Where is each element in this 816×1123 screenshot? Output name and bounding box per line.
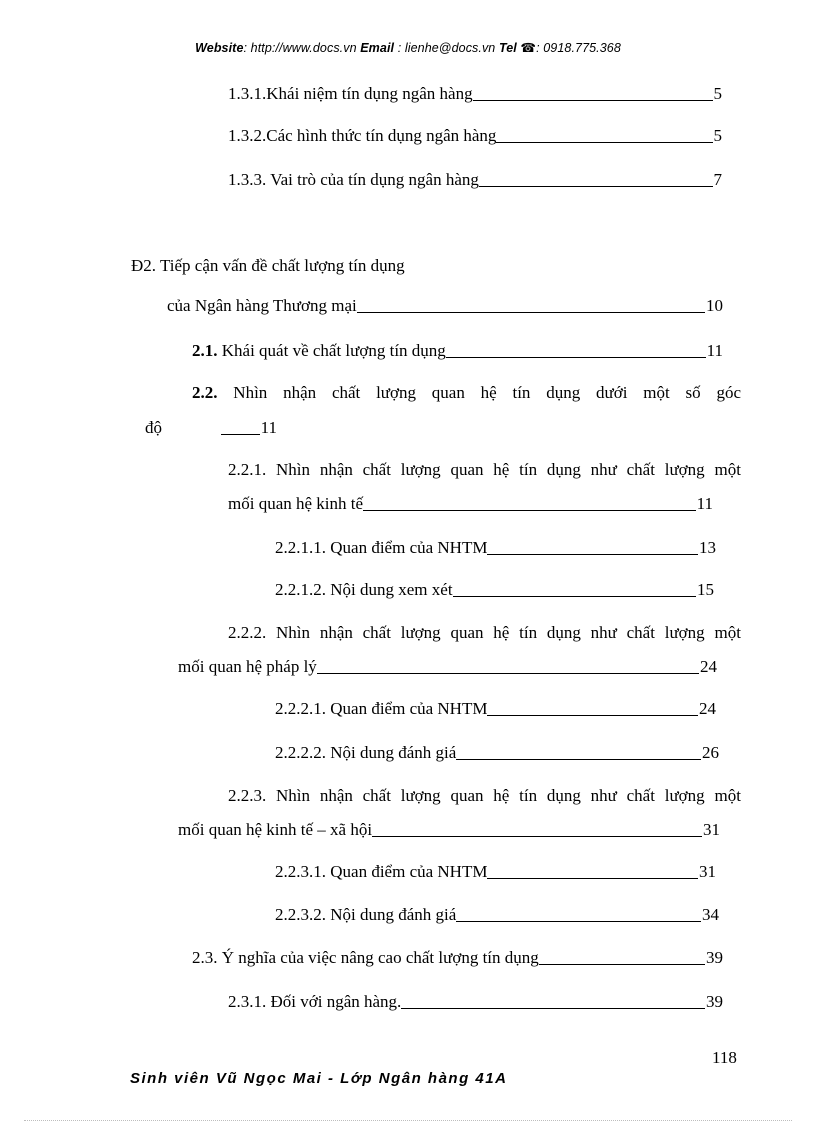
toc-entry [178,655,717,679]
toc-entry-page: 39 [706,992,723,1011]
toc-entry-page: 15 [697,580,714,599]
toc-word: dụng [546,623,581,642]
toc-entry-title: của Ngân hàng Thương mại [167,296,357,315]
toc-word: lượng [664,623,705,642]
toc-word: chất [626,623,655,642]
toc-entry-page: 31 [699,862,716,881]
toc-entry-title: 2.3.1. Đối với ngân hàng. [228,992,402,1011]
toc-entry-page: 11 [260,418,277,437]
toc-word: nhận [283,383,317,402]
toc-entry-title: mối quan hệ pháp lý [178,657,317,676]
toc-leader [446,357,706,358]
toc-entry-page: 24 [699,699,716,718]
toc-leader [487,878,698,879]
toc-leader [357,312,705,313]
toc-word: nhận [319,623,353,642]
toc-entry-continuation [221,416,277,440]
page-footer: Sinh viên Vũ Ngọc Mai - Lớp Ngân hàng 41A [130,1070,508,1087]
toc-entry [228,82,722,106]
toc-leader [317,673,699,674]
toc-word: chất [331,383,361,402]
toc-word: một [714,460,741,479]
page-number: 118 [712,1048,737,1067]
toc-word: quan [450,460,484,479]
toc-entry-title: Khái quát về chất lượng tín dụng [217,341,446,360]
toc-word: tín [519,460,538,479]
page-bottom-divider [24,1120,792,1121]
website-value: : http://www.docs.vn [243,41,357,55]
toc-entry-title: 2.2.3.1. Quan điểm của NHTM [275,862,488,881]
toc-word: một [714,786,741,805]
toc-word: lượng [400,786,441,805]
email-label: Email [360,41,395,55]
toc-leader [473,100,713,101]
toc-word: chất [626,460,655,479]
toc-entry-justified [228,458,741,482]
toc-leader [401,1008,705,1009]
toc-entry-title: 2.2.2.1. Quan điểm của NHTM [275,699,488,718]
toc-entry [275,903,719,927]
toc-section-heading [131,254,405,278]
toc-word: hệ [493,623,510,642]
toc-entry-title: 1.3.3. Vai trò của tín dụng ngân hàng [228,170,479,189]
toc-entry-page: 31 [703,820,720,839]
toc-word: Nhìn [233,383,268,402]
toc-word: như [590,786,617,805]
toc-word: nhận [319,460,353,479]
toc-entry [228,124,722,148]
toc-word: hệ [493,786,510,805]
toc-word: một [643,383,670,402]
toc-entry-page: 5 [713,84,722,103]
toc-word: lượng [400,460,441,479]
toc-entry-title: 1.3.2.Các hình thức tín dụng ngân hàng [228,126,497,145]
toc-word: như [590,460,617,479]
toc-entry-page: 26 [702,743,719,762]
toc-entry-title: 2.2.3.2. Nội dung đánh giá [275,905,457,924]
toc-word: tín [519,623,538,642]
toc-entry [275,536,716,560]
toc-word: tín [512,383,531,402]
toc-entry-title: 2.2.1.1. Quan điểm của NHTM [275,538,488,557]
toc-word: tín [519,786,538,805]
toc-word: chất [626,786,655,805]
toc-entry-justified [192,381,741,405]
toc-entry-page: 11 [696,494,713,513]
toc-word: Nhìn [276,786,311,805]
toc-entry-page: 11 [706,341,723,360]
website-label: Website [195,41,244,55]
toc-entry [228,168,722,192]
toc-word: số [685,383,701,402]
toc-entry-title: 1.3.1.Khái niệm tín dụng ngân hàng [228,84,473,103]
toc-entry-number: 2.2. [192,383,218,402]
toc-entry-page: 24 [700,657,717,676]
tel-value: : 0918.775.368 [536,41,621,55]
toc-word: nhận [319,786,353,805]
toc-entry-page: 10 [706,296,723,315]
toc-leader [487,554,698,555]
toc-word: quan [450,623,484,642]
toc-entry-title: 2.2.1.2. Nội dung xem xét [275,580,453,599]
toc-entry-page: 34 [702,905,719,924]
toc-entry-title: 2.2.2.2. Nội dung đánh giá [275,743,457,762]
tel-label: Tel ☎ [498,41,537,55]
toc-leader [221,434,260,435]
toc-word: dụng [546,460,581,479]
toc-entry [275,578,714,602]
toc-entry [228,492,713,516]
toc-word: Nhìn [276,460,311,479]
toc-word: dụng [546,383,581,402]
toc-leader [363,510,696,511]
toc-entry [167,294,723,318]
toc-entry [192,339,723,363]
toc-leader [453,596,696,597]
toc-word: chất [362,786,391,805]
toc-leader [456,921,701,922]
toc-word: quan [431,383,465,402]
page-header [0,40,816,55]
toc-leader [539,964,705,965]
toc-word: một [714,623,741,642]
toc-word: Nhìn [276,623,311,642]
toc-entry-page: 7 [713,170,722,189]
toc-word: lượng [376,383,416,402]
toc-leader [456,759,701,760]
toc-entry [275,697,716,721]
toc-leader [372,836,702,837]
toc-word: góc [716,383,741,402]
toc-word: quan [450,786,484,805]
toc-entry-justified [228,621,741,645]
toc-entry [275,860,716,884]
toc-entry-page: 5 [713,126,722,145]
toc-word: dụng [546,786,581,805]
toc-word: 2.2.2. [228,623,267,642]
toc-entry-title: Đ2. Tiếp cận vấn đề chất lượng tín dụng [131,256,405,275]
toc-word: hệ [480,383,497,402]
toc-entry [228,990,723,1014]
toc-word: dưới [596,383,628,402]
toc-entry-number: 2.1. [192,341,218,360]
toc-word: chất [362,623,391,642]
toc-entry [178,818,720,842]
toc-entry-title: độ [145,418,162,437]
toc-entry-page: 13 [699,538,716,557]
toc-word: hệ [493,460,510,479]
toc-entry [192,946,723,970]
toc-entry-justified [228,784,741,808]
toc-entry-title: mối quan hệ kinh tế – xã hội [178,820,373,839]
toc-leader [479,186,713,187]
toc-entry-continuation [145,416,162,440]
email-value: : lienhe@docs.vn [397,41,496,55]
toc-word: 2.2.1. [228,460,267,479]
toc-leader [487,715,698,716]
toc-word: lượng [664,460,705,479]
toc-entry-page: 39 [706,948,723,967]
toc-word: chất [362,460,391,479]
toc-leader [496,142,712,143]
toc-word: lượng [664,786,705,805]
toc-entry-title: mối quan hệ kinh tế [228,494,364,513]
toc-word: 2.2.3. [228,786,267,805]
toc-entry [275,741,719,765]
toc-word: như [590,623,617,642]
toc-word: lượng [400,623,441,642]
toc-entry-title: 2.3. Ý nghĩa của việc nâng cao chất lượng tín dụng [192,948,539,967]
